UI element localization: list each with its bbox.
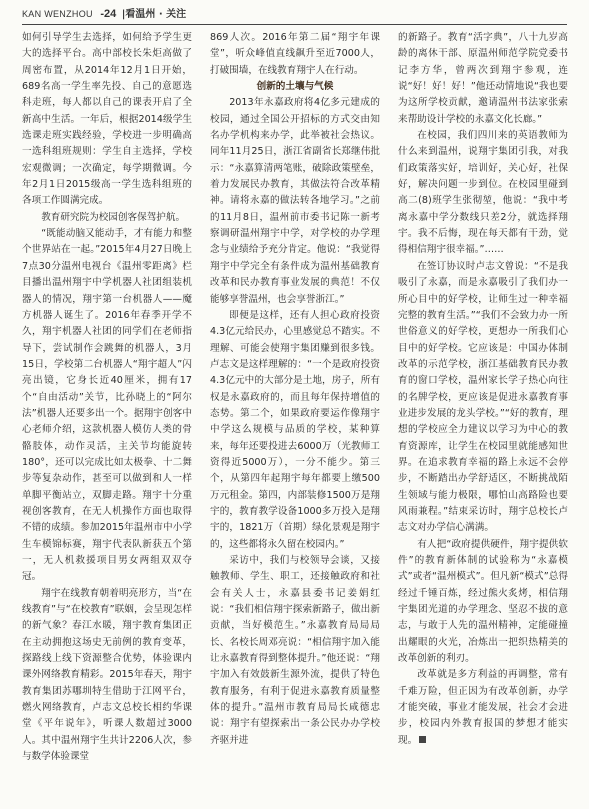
section-title: |看温州 · 关注 <box>121 9 187 20</box>
page-header <box>22 6 567 22</box>
paragraph: 在签订协议时卢志文曾说：“不是我吸引了永嘉，而是永嘉吸引了我们办一所心目中的好学校，让师生过一种幸福完整的教育生活。”“我们不会致力办一所世俗意义的好学校，更想办一所我们心目中的好学校。它应该是：中国办体制改革的示范学校，浙江基础教育民办教育的窗口学校，温州家长学子热心向往的名牌学校，更应该是促进永嘉教育事业进步发展的龙头学校。”“好的教育，理想的学校应全力建议以学习为中心的教育资源库，让学生在校园里就能感知世界。在追求教育幸福的路上永远不会停步，不断踏出办学舒适区，不断挑战陌生领域与能力极限，哪怕山高路险也要风雨兼程。”结束采访时，翔宇总校长卢志文对办学信心满满。 <box>398 260 568 534</box>
paragraph: 如何引导学生去选择，如何给予学生更大的选择平台。高中部校长朱炬高做了周密布置，从2014年12月1日开始，689名高一学生率先投、自己的意愿选科走班，每人都以自己的课表开启了全新高中生活。一年后，根据2014级学生选课走班实践经验，学校进一步明确高一选科组班规则：学生自主选择，学校宏观微调；一次确定，每学期微调。今年2月1日2015级高一学生选科组班的各项工作圆满完成。 <box>22 32 192 207</box>
last-paragraph <box>398 667 568 749</box>
paragraph: 的新路子。教育“活字典”，八十九岁高龄的离休干部、原温州师范学院党委书记李方华，曾两次到翔宇参观，连说“好！好！好！”他还动情地说“我也要为这所学校贡献，邀请温州书法家张索来帮助设计学校的永嘉文化长廊。” <box>398 32 568 125</box>
paragraph: “既能动脑又能动手，才有能力和整个世界站在一起。”2015年4月27日晚上7点30分温州电视台《温州零距离》栏目播出温州翔宇中学机器人社团组装机器人的情况，翔宇第一台机器人——魔方机器人诞生了。2016年春季开学不久，翔宇机器人社团的同学们在老师指导下，尝试制作会跳舞的机器人，3月15日，学校第二台机器人“翔宇超人”闪亮出镜，它身长近40厘米，拥有17个“自由活动”关节，比孙晓上的“阿尔法”机器人还要多出一个。据翔宇创客中心老师介绍，这款机器人模仿人类的骨骼肢体，动作灵活，主关节均能旋转180°，还可以完成比如太极拳、十二舞步等复杂动作，甚至可以做到和人一样单脚平衡站立，双脚走路。翔宇十分重视创客教育，在无人机操作方面也取得不错的成绩。参加2015年温州市中小学生车模锦标赛，翔宇代表队新获五个第一，无人机救援项目男女两组双双夺冠。 <box>22 228 192 583</box>
magazine-name: KAN WENZHOU <box>22 9 93 19</box>
subheading: 创新的土壤与气候 <box>256 81 334 93</box>
paragraph: 教育研究院为校园创客保驾护航。 <box>41 211 186 223</box>
paragraph: 2013年永嘉政府将4亿多元建成的校园，通过全国公开招标的方式交由知名办学机构来办学，此举被社会热议。同年11月25日，浙江省副省长郑继伟批示：“永嘉算清两笔账，破除政策壁垒，着力发展民办教育，其做法符合改革精神。请将永嘉的做法转各地学习。”之前的11月8日，温州前市委书记陈一新考察调研温州翔宇中学，对学校的办学理念与业绩给予充分肯定。他说：“我觉得翔宇中学完全有条件成为温州基础教育改革和民办教育事业发展的典范！不仅能够享誉温州，也会享誉浙江。” <box>210 97 380 305</box>
paragraph: 翔宇在线教育朝着明亮形方，当“在线教育”与“在校教育”联姻，会呈现怎样的新气象？春江水暖，翔宇教育集团正在主动拥抱这场史无前例的教育变革，探路线上线下资源整合优势，体验课内课外网络教育精彩。2015年春天，翔宇教育集团苏哪圳特生借助于江网平台，燃火网络教育，卢志文总校长相约华课堂《平年说年》，听课人数超过3000人。其中温州翔宇生共计2206人次，参与数学体验课堂 <box>22 587 192 763</box>
page-number: -24 <box>100 8 117 20</box>
column-2 <box>210 30 380 749</box>
paragraph: 采访中，我们与校领导会谈，又接触教师、学生、职工，还接触政府和社会有关人士，永嘉县委书记姜娟红说：“我们相信翔宇探索新路子，做出新贡献，当好模范生。”永嘉教育局局局长、名校长周邓亮说：“相信翔宇加入能让永嘉教育得到整体提升。”他还说：“翔宇加入有效鼓新生源外流，提供了特色教育服务，有利于促进永嘉教育质量整体的提升。”温州市教育局局长咸德忠说：翔宇有望探索出一条公民办办学校齐驱并进 <box>210 555 380 746</box>
paragraph: 有人把“政府提供硬件，翔宇提供软件”的教育新体制的试验称为“永嘉模式”或者“温州模式”。但凡新“模式”总得经过千锤百炼，经过熊火炙烤，相信翔宇集团光道的办学理念、坚忍不拔的意志，与敢于人先的温州精神，定能碰撞出耀眼的火光，冶炼出一把织热精美的改革创新的利刃。 <box>398 538 568 665</box>
header-rule <box>22 24 567 25</box>
column-3 <box>398 30 568 749</box>
end-mark-icon <box>419 736 426 743</box>
paragraph-text: 改革就是多方利益的再调整，常有千难万险，但正因为有改革创新，办学才能突破，事业才能发展，社会才会进步，校园内外教育报国的梦想才能实现。 <box>398 669 568 746</box>
paragraph: 即便是这样，还有人担心政府投资4.3亿元给民办，心里感觉总不踏实。不理解、可能会使翔宇集团赚到很多钱。卢志文是这样理解的：“一个是政府投资4.3亿元中的大部分是土地，房子，所有权是永嘉政府的，而且每年保持增值的态势。第二个，如果政府要运作像翔宇中学这么规模与品质的学校，某种算来，每年还要投进去6000万（光教师工资得近5000万），一分不能少。第三个，从第四年起翔宇每年都要上缴500万元租金。第四，内部装修1500万是翔宇的，教育教学设备1000多万投入是翔宇的，1821万（首期）绿化景观是翔宇的，这些都将永久留在校园内。” <box>210 309 380 550</box>
paragraph: 在校园，我们四川来的英语教师为什么来到温州，说翔宇集团引我，对我们政策落实好，培训好，关心好，社保好，解决问题一步到位。在校园里碰到高二(8)班学生张彻堃，他说：“我中考离永嘉中学分数线只差2分，就选择翔宇。我不后悔，现在每天都有干劲，觉得相信翔宇很幸福。”…… <box>398 130 568 256</box>
paragraph: 869人次。2016年第二届“翔宇年课堂”，听众峰值直线飙升至近7000人，打破围墙，在线教育翔宇人在行动。 <box>210 32 380 76</box>
column-1 <box>22 30 192 765</box>
